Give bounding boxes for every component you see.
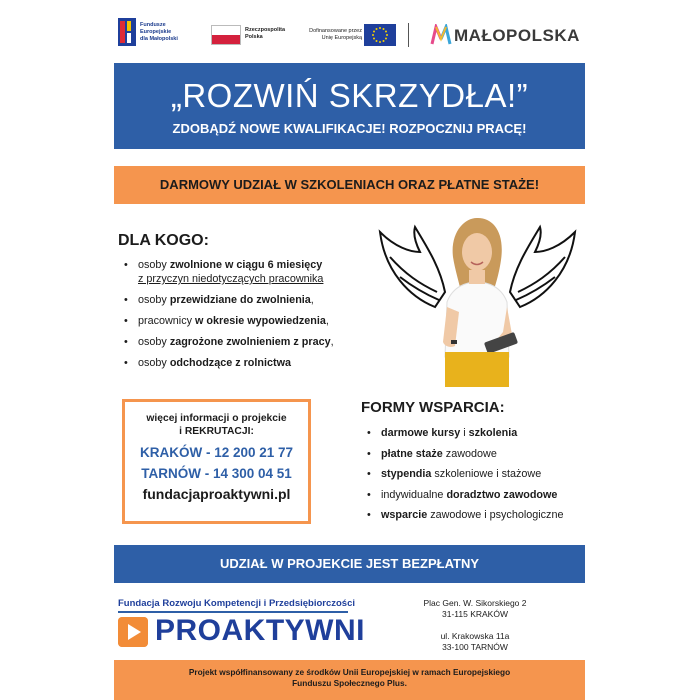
page-subtitle: ZDOBĄDŹ NOWE KWALIFIKACJE! ROZPOCZNIJ PRACĘ! (172, 121, 527, 136)
woman-with-wings-illustration (375, 212, 580, 387)
website-link[interactable]: fundacjaproaktywni.pl (142, 486, 291, 502)
support-form-item (367, 467, 563, 482)
target-group-heading: DLA KOGO: (118, 232, 209, 249)
woman-figure (443, 218, 518, 387)
item-text: zawodowe (442, 447, 497, 460)
support-form-item (367, 488, 563, 503)
item-bold-text: zagrożone zwolnieniem z pracy (169, 336, 331, 348)
item-punctuation: , (325, 315, 329, 327)
malopolska-logo-icon (430, 24, 452, 46)
left-wing-icon (380, 227, 445, 307)
item-text: szkoleniowe i stażowe (431, 468, 542, 481)
item-text: zawodowe i psychologiczne (427, 509, 564, 522)
target-group-item (124, 335, 334, 349)
eu-funds-line2: dla Małopolski (140, 35, 178, 42)
info-line2: i REKRUTACJI: (179, 426, 254, 437)
target-group-item (124, 258, 334, 286)
poland-line2: Polska (245, 34, 263, 40)
item-bold-text: przewidziane do zwolnienia (169, 294, 311, 306)
eu-line2: Unię Europejską (321, 35, 362, 41)
item-text: osoby (138, 259, 170, 271)
item-text: indywidualne (381, 488, 447, 501)
title-banner (114, 63, 585, 149)
item-bold-text: odchodzące z rolnictwa (169, 357, 291, 369)
info-line1: więcej informacji o projekcie (146, 413, 287, 424)
item-punctuation: , (330, 336, 334, 348)
eu-funds-icon (118, 18, 136, 46)
item-bold-text: zwolnione w ciągu 6 miesięcy (169, 259, 323, 271)
poland-line1: Rzeczpospolita (245, 27, 286, 33)
organization-divider (118, 611, 348, 613)
free-participation-banner: UDZIAŁ W PROJEKCIE JEST BEZPŁATNY (114, 545, 585, 583)
eu-funds-text (140, 22, 196, 43)
malopolska-name: MAŁOPOLSKA (454, 26, 580, 45)
logo-strip (118, 18, 588, 52)
eu-flag-icon (364, 24, 396, 46)
item-subtext: z przyczyn niedotyczących pracownika (138, 273, 324, 285)
item-text: i (460, 427, 469, 439)
footer-line2: Funduszu Społecznego Plus. (292, 678, 407, 688)
target-group-list (124, 258, 334, 377)
item-text: osoby (138, 294, 170, 306)
item-bold-text: szkolenia (468, 427, 518, 439)
free-training-banner: DARMOWY UDZIAŁ W SZKOLENIACH ORAZ PŁATNE STAŻE! (114, 166, 585, 204)
eu-cofinanced-text (300, 28, 362, 42)
poland-text (245, 27, 295, 41)
address-krakow-street: Plac Gen. W. Sikorskiego 2 (423, 598, 527, 608)
address-krakow-city: 31-115 KRAKÓW (442, 609, 508, 619)
contact-info-box (122, 399, 311, 524)
item-punctuation: , (310, 294, 314, 306)
eu-funds-logo (118, 18, 196, 46)
item-bold-text: darmowe kursy (381, 427, 461, 439)
krakow-phone[interactable]: KRAKÓW - 12 200 21 77 (139, 445, 294, 460)
logo-separator (408, 23, 409, 47)
page-title: „ROZWIŃ SKRZYDŁA!” (170, 77, 529, 114)
item-bold-text: w okresie wypowiedzenia (195, 315, 326, 327)
address-tarnow-street: ul. Krakowska 11a (440, 631, 510, 641)
target-group-item (124, 293, 334, 307)
support-forms-heading: FORMY WSPARCIA: (361, 399, 505, 416)
item-text: osoby (138, 357, 170, 369)
item-bold-text: wsparcie (381, 509, 428, 522)
item-bold-text: płatne staże (381, 447, 443, 460)
organization-brand: PROAKTYWNI (155, 614, 365, 647)
item-text: pracownicy (138, 315, 196, 327)
footer-line1: Projekt współfinansowany ze środków Unii Europejskiej w ramach Europejskiego (188, 667, 511, 677)
item-bold-text: doradztwo zawodowe (446, 488, 558, 501)
eu-funds-line1: Fundusze Europejskie (140, 21, 172, 35)
support-form-item (367, 426, 563, 441)
right-wing-icon (510, 227, 575, 307)
target-group-item (124, 314, 334, 328)
funding-footer (114, 660, 585, 700)
support-forms-list (367, 426, 563, 529)
poland-flag-icon (211, 25, 241, 45)
target-group-item (124, 356, 334, 370)
info-heading (125, 412, 308, 438)
address-krakow (410, 598, 540, 620)
address-tarnow (410, 631, 540, 653)
organization-full-name: Fundacja Rozwoju Kompetencji i Przedsiębiorczości (118, 598, 356, 609)
support-form-item (367, 508, 563, 523)
support-form-item (367, 447, 563, 462)
item-bold-text: stypendia (381, 468, 432, 481)
item-text: osoby (138, 336, 170, 348)
eu-line1: Dofinansowane przez (309, 28, 362, 34)
address-tarnow-city: 33-100 TARNÓW (442, 642, 508, 652)
play-icon (118, 617, 148, 647)
tarnow-phone[interactable]: TARNÓW - 14 300 04 51 (141, 466, 292, 481)
